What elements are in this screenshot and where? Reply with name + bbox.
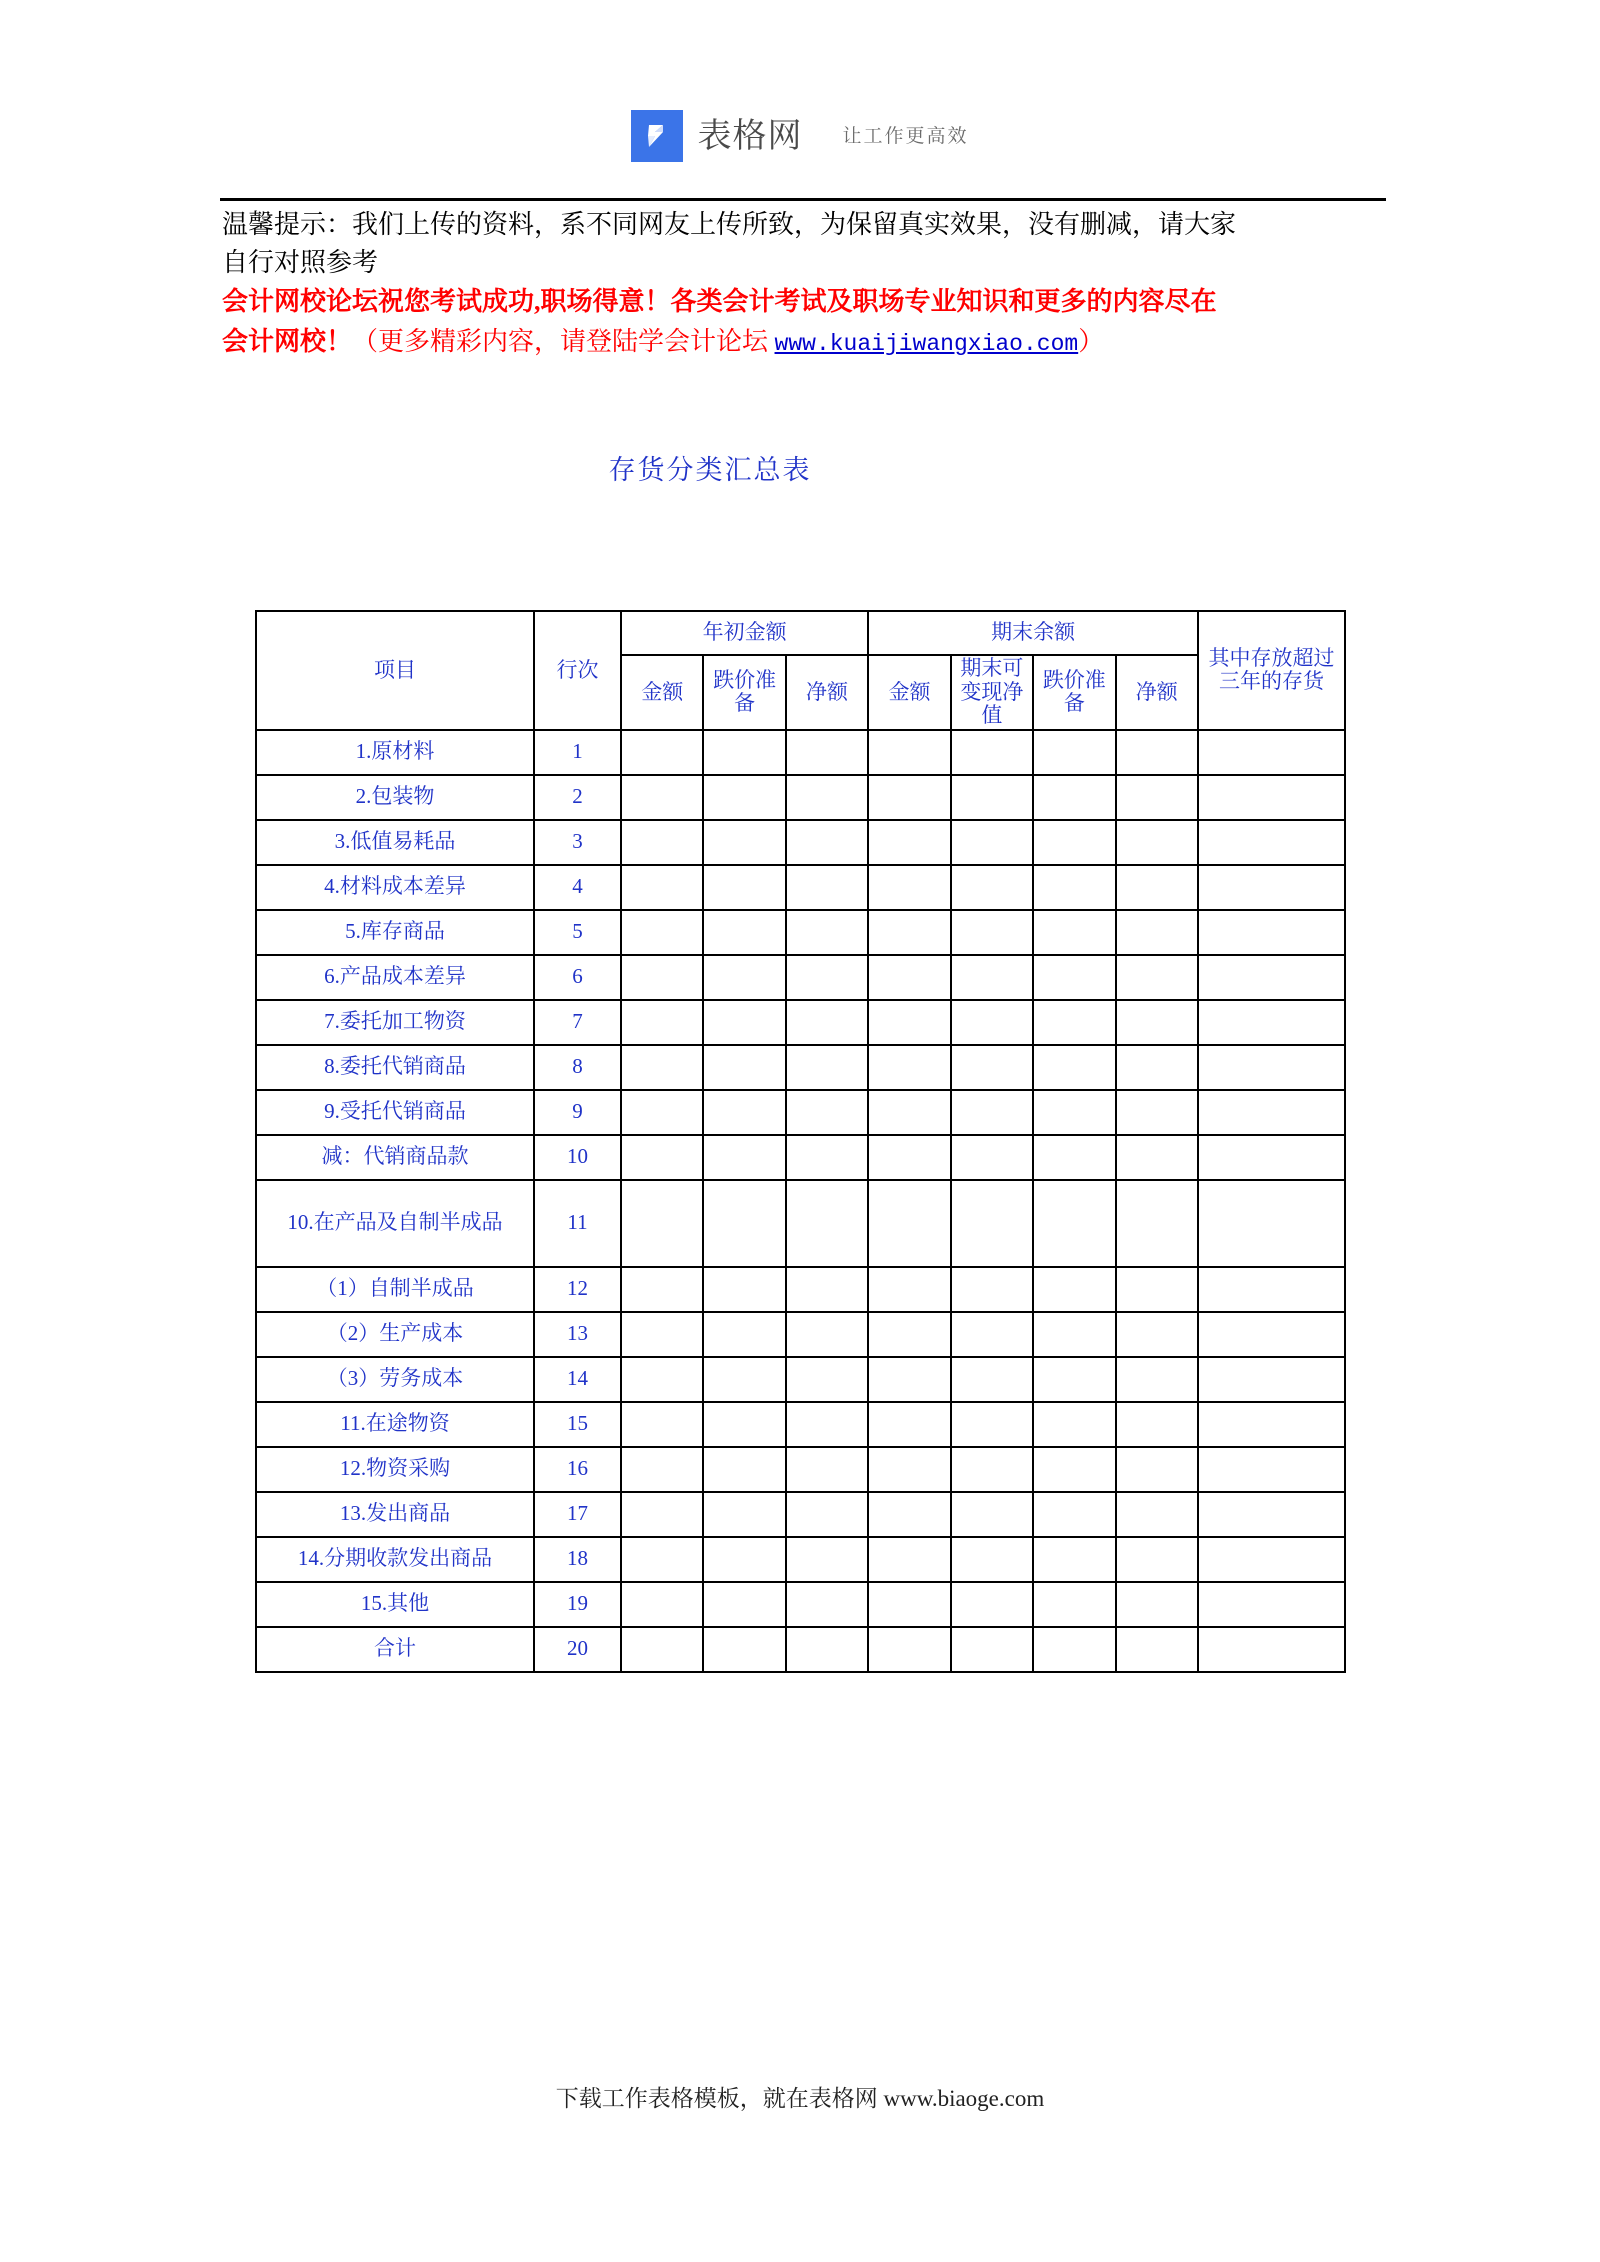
cell-prov-end[interactable]	[1033, 1402, 1115, 1447]
cell-amt-end[interactable]	[868, 1090, 950, 1135]
table-row	[256, 1180, 1345, 1267]
notice-line-2: 自行对照参考	[222, 248, 379, 277]
brand-header	[0, 110, 1600, 162]
cell-amt-end[interactable]	[868, 1402, 950, 1447]
row-item-label: 3.低值易耗品	[256, 820, 534, 865]
cell-prov-begin[interactable]	[703, 865, 785, 910]
cell-prov-end[interactable]	[1033, 1537, 1115, 1582]
cell-over3[interactable]	[1198, 1135, 1345, 1180]
cell-nrv-end[interactable]	[951, 1090, 1033, 1135]
cell-nrv-end[interactable]	[951, 775, 1033, 820]
cell-over3[interactable]	[1198, 730, 1345, 775]
row-item-label: 6.产品成本差异	[256, 955, 534, 1000]
cell-net-begin[interactable]	[786, 1492, 868, 1537]
cell-net-end[interactable]	[1116, 820, 1198, 865]
cell-over3[interactable]	[1198, 1627, 1345, 1672]
table-header	[256, 611, 1345, 730]
row-line-number: 12	[534, 1267, 621, 1312]
cell-prov-begin[interactable]	[703, 1312, 785, 1357]
table-row	[256, 730, 1345, 775]
cell-prov-end[interactable]	[1033, 910, 1115, 955]
cell-nrv-end[interactable]	[951, 1447, 1033, 1492]
header-amount-end: 金额	[868, 655, 950, 730]
cell-prov-end[interactable]	[1033, 1000, 1115, 1045]
row-line-number: 19	[534, 1582, 621, 1627]
cell-prov-begin[interactable]	[703, 1537, 785, 1582]
row-item-label: 7.委托加工物资	[256, 1000, 534, 1045]
cell-prov-begin[interactable]	[703, 775, 785, 820]
row-line-number: 11	[534, 1180, 621, 1267]
row-item-label: 8.委托代销商品	[256, 1045, 534, 1090]
cell-over3[interactable]	[1198, 1180, 1345, 1267]
row-item-label: 5.库存商品	[256, 910, 534, 955]
table-row	[256, 1357, 1345, 1402]
cell-prov-begin[interactable]	[703, 1357, 785, 1402]
row-line-number: 15	[534, 1402, 621, 1447]
cell-prov-end[interactable]	[1033, 865, 1115, 910]
table-row	[256, 1045, 1345, 1090]
table-row	[256, 775, 1345, 820]
cell-amt-begin[interactable]	[621, 775, 703, 820]
cell-net-end[interactable]	[1116, 1000, 1198, 1045]
cell-nrv-end[interactable]	[951, 730, 1033, 775]
row-item-label: 减：代销商品款	[256, 1135, 534, 1180]
cell-nrv-end[interactable]	[951, 865, 1033, 910]
cell-amt-end[interactable]	[868, 775, 950, 820]
cell-prov-begin[interactable]	[703, 1045, 785, 1090]
cell-amt-begin[interactable]	[621, 1045, 703, 1090]
cell-amt-begin[interactable]	[621, 1627, 703, 1672]
header-provision-begin: 跌价准备	[703, 655, 785, 730]
row-item-label: 11.在途物资	[256, 1402, 534, 1447]
notice-line-1: 温馨提示：我们上传的资料，系不同网友上传所致，为保留真实效果，没有删减，请大家	[222, 210, 1237, 239]
cell-prov-end[interactable]	[1033, 1357, 1115, 1402]
cell-net-end[interactable]	[1116, 1582, 1198, 1627]
cell-amt-end[interactable]	[868, 1000, 950, 1045]
promo-prefix: 会计网校！	[222, 327, 353, 356]
table-row	[256, 1627, 1345, 1672]
cell-prov-end[interactable]	[1033, 1090, 1115, 1135]
cell-prov-begin[interactable]	[703, 910, 785, 955]
row-line-number: 7	[534, 1000, 621, 1045]
cell-over3[interactable]	[1198, 1267, 1345, 1312]
cell-prov-end[interactable]	[1033, 1627, 1115, 1672]
cell-amt-end[interactable]	[868, 1135, 950, 1180]
row-line-number: 6	[534, 955, 621, 1000]
cell-net-begin[interactable]	[786, 1000, 868, 1045]
header-group-begin: 年初金额	[621, 611, 868, 655]
cell-prov-begin[interactable]	[703, 955, 785, 1000]
header-provision-end: 跌价准备	[1033, 655, 1115, 730]
row-line-number: 20	[534, 1627, 621, 1672]
cell-net-end[interactable]	[1116, 865, 1198, 910]
cell-net-begin[interactable]	[786, 775, 868, 820]
row-line-number: 10	[534, 1135, 621, 1180]
cell-amt-end[interactable]	[868, 1492, 950, 1537]
page-footer: 下载工作表格模板，就在表格网 www.biaoge.com	[555, 2086, 1045, 2111]
cell-amt-begin[interactable]	[621, 820, 703, 865]
cell-amt-begin[interactable]	[621, 1000, 703, 1045]
cell-over3[interactable]	[1198, 820, 1345, 865]
row-line-number: 1	[534, 730, 621, 775]
cell-net-begin[interactable]	[786, 955, 868, 1000]
cell-over3[interactable]	[1198, 1582, 1345, 1627]
cell-over3[interactable]	[1198, 1447, 1345, 1492]
cell-net-end[interactable]	[1116, 1090, 1198, 1135]
cell-net-begin[interactable]	[786, 1402, 868, 1447]
cell-amt-end[interactable]	[868, 820, 950, 865]
cell-prov-end[interactable]	[1033, 1267, 1115, 1312]
row-line-number: 8	[534, 1045, 621, 1090]
cell-prov-end[interactable]	[1033, 1447, 1115, 1492]
cell-amt-begin[interactable]	[621, 910, 703, 955]
cell-amt-begin[interactable]	[621, 1447, 703, 1492]
cell-prov-begin[interactable]	[703, 1627, 785, 1672]
cell-net-end[interactable]	[1116, 1180, 1198, 1267]
cell-amt-begin[interactable]	[621, 1357, 703, 1402]
cell-amt-begin[interactable]	[621, 1180, 703, 1267]
row-item-label: （3）劳务成本	[256, 1357, 534, 1402]
row-line-number: 5	[534, 910, 621, 955]
cell-net-end[interactable]	[1116, 1045, 1198, 1090]
row-item-label: （2）生产成本	[256, 1312, 534, 1357]
cell-amt-end[interactable]	[868, 1180, 950, 1267]
cell-amt-begin[interactable]	[621, 1135, 703, 1180]
header-net-begin: 净额	[786, 655, 868, 730]
cell-nrv-end[interactable]	[951, 1135, 1033, 1180]
cell-prov-begin[interactable]	[703, 1000, 785, 1045]
cell-nrv-end[interactable]	[951, 1492, 1033, 1537]
row-line-number: 3	[534, 820, 621, 865]
cell-prov-begin[interactable]	[703, 730, 785, 775]
row-item-label: 13.发出商品	[256, 1492, 534, 1537]
cell-amt-end[interactable]	[868, 910, 950, 955]
cell-net-begin[interactable]	[786, 1537, 868, 1582]
brand-tagline: 让工作更高效	[842, 124, 969, 147]
header-item: 项目	[256, 611, 534, 730]
cell-amt-end[interactable]	[868, 1627, 950, 1672]
cell-prov-end[interactable]	[1033, 730, 1115, 775]
cell-over3[interactable]	[1198, 1402, 1345, 1447]
table-row	[256, 1492, 1345, 1537]
cell-nrv-end[interactable]	[951, 1402, 1033, 1447]
row-line-number: 14	[534, 1357, 621, 1402]
header-divider	[220, 198, 1386, 201]
cell-prov-end[interactable]	[1033, 775, 1115, 820]
row-line-number: 2	[534, 775, 621, 820]
row-item-label: 4.材料成本差异	[256, 865, 534, 910]
promo-link[interactable]: www.kuaijiwangxiao.com	[774, 331, 1079, 357]
cell-nrv-end[interactable]	[951, 1537, 1033, 1582]
header-group-end: 期末余额	[868, 611, 1198, 655]
row-item-label: 14.分期收款发出商品	[256, 1537, 534, 1582]
cell-amt-begin[interactable]	[621, 1402, 703, 1447]
cell-amt-begin[interactable]	[621, 865, 703, 910]
cell-net-end[interactable]	[1116, 1267, 1198, 1312]
cell-nrv-end[interactable]	[951, 1357, 1033, 1402]
cell-nrv-end[interactable]	[951, 910, 1033, 955]
cell-nrv-end[interactable]	[951, 955, 1033, 1000]
cell-over3[interactable]	[1198, 1492, 1345, 1537]
header-amount-begin: 金额	[621, 655, 703, 730]
cell-amt-begin[interactable]	[621, 1090, 703, 1135]
cell-net-begin[interactable]	[786, 1312, 868, 1357]
row-item-label: 合计	[256, 1627, 534, 1672]
table-row	[256, 820, 1345, 865]
header-nrv-end: 期末可变现净值	[951, 655, 1033, 730]
cell-nrv-end[interactable]	[951, 1627, 1033, 1672]
cell-prov-begin[interactable]	[703, 1492, 785, 1537]
table-row	[256, 865, 1345, 910]
cell-net-begin[interactable]	[786, 1135, 868, 1180]
cell-prov-end[interactable]	[1033, 1135, 1115, 1180]
page-title	[0, 448, 1600, 487]
cell-nrv-end[interactable]	[951, 1312, 1033, 1357]
cell-over3[interactable]	[1198, 1045, 1345, 1090]
cell-prov-end[interactable]	[1033, 1492, 1115, 1537]
table-row	[256, 910, 1345, 955]
cell-net-end[interactable]	[1116, 1312, 1198, 1357]
row-item-label: 12.物资采购	[256, 1447, 534, 1492]
cell-prov-begin[interactable]	[703, 1135, 785, 1180]
cell-amt-end[interactable]	[868, 865, 950, 910]
cell-prov-begin[interactable]	[703, 1180, 785, 1267]
cell-net-end[interactable]	[1116, 1627, 1198, 1672]
row-item-label: 10.在产品及自制半成品	[256, 1180, 534, 1267]
row-item-label: （1）自制半成品	[256, 1267, 534, 1312]
cell-net-begin[interactable]	[786, 865, 868, 910]
page-title-text: 存货分类汇总表	[608, 455, 812, 485]
cell-net-begin[interactable]	[786, 1447, 868, 1492]
notice-block	[222, 206, 1392, 364]
row-line-number: 9	[534, 1090, 621, 1135]
cell-amt-end[interactable]	[868, 1537, 950, 1582]
table-row	[256, 1312, 1345, 1357]
cell-nrv-end[interactable]	[951, 1180, 1033, 1267]
cell-net-end[interactable]	[1116, 955, 1198, 1000]
table-body	[256, 730, 1345, 1672]
cell-net-begin[interactable]	[786, 1582, 868, 1627]
cell-amt-end[interactable]	[868, 1357, 950, 1402]
biaoge-logo-icon	[631, 110, 683, 162]
table-row	[256, 955, 1345, 1000]
cell-nrv-end[interactable]	[951, 1000, 1033, 1045]
row-line-number: 4	[534, 865, 621, 910]
cell-net-end[interactable]	[1116, 1135, 1198, 1180]
row-line-number: 18	[534, 1537, 621, 1582]
table-row	[256, 1582, 1345, 1627]
cell-over3[interactable]	[1198, 955, 1345, 1000]
cell-amt-begin[interactable]	[621, 1537, 703, 1582]
cell-amt-begin[interactable]	[621, 1312, 703, 1357]
cell-over3[interactable]	[1198, 1000, 1345, 1045]
row-item-label: 15.其他	[256, 1582, 534, 1627]
cell-over3[interactable]	[1198, 1090, 1345, 1135]
table-row	[256, 1267, 1345, 1312]
promo-line-2	[222, 322, 1392, 364]
row-line-number: 13	[534, 1312, 621, 1357]
cell-net-end[interactable]	[1116, 1447, 1198, 1492]
table-row	[256, 1402, 1345, 1447]
header-line-no: 行次	[534, 611, 621, 730]
cell-prov-end[interactable]	[1033, 1180, 1115, 1267]
cell-prov-end[interactable]	[1033, 955, 1115, 1000]
cell-net-end[interactable]	[1116, 1492, 1198, 1537]
cell-nrv-end[interactable]	[951, 1582, 1033, 1627]
cell-prov-begin[interactable]	[703, 820, 785, 865]
cell-nrv-end[interactable]	[951, 1045, 1033, 1090]
cell-over3[interactable]	[1198, 1357, 1345, 1402]
promo-line-1: 会计网校论坛祝您考试成功,职场得意！各类会计考试及职场专业知识和更多的内容尽在	[222, 287, 1217, 316]
cell-amt-begin[interactable]	[621, 1582, 703, 1627]
header-net-end: 净额	[1116, 655, 1198, 730]
cell-amt-begin[interactable]	[621, 955, 703, 1000]
cell-amt-end[interactable]	[868, 955, 950, 1000]
row-line-number: 17	[534, 1492, 621, 1537]
cell-net-begin[interactable]	[786, 1045, 868, 1090]
cell-net-end[interactable]	[1116, 775, 1198, 820]
cell-net-begin[interactable]	[786, 730, 868, 775]
row-item-label: 9.受托代销商品	[256, 1090, 534, 1135]
table-row	[256, 1537, 1345, 1582]
cell-amt-end[interactable]	[868, 1045, 950, 1090]
cell-net-end[interactable]	[1116, 730, 1198, 775]
cell-prov-begin[interactable]	[703, 1090, 785, 1135]
cell-net-end[interactable]	[1116, 1402, 1198, 1447]
cell-prov-end[interactable]	[1033, 820, 1115, 865]
table-header-group-row	[256, 611, 1345, 655]
cell-amt-end[interactable]	[868, 1312, 950, 1357]
cell-prov-begin[interactable]	[703, 1402, 785, 1447]
cell-over3[interactable]	[1198, 910, 1345, 955]
promo-paren-open: （更多精彩内容，请登陆学会计论坛	[352, 327, 775, 356]
cell-amt-begin[interactable]	[621, 1492, 703, 1537]
cell-amt-end[interactable]	[868, 1582, 950, 1627]
table-row	[256, 1135, 1345, 1180]
cell-over3[interactable]	[1198, 865, 1345, 910]
cell-over3[interactable]	[1198, 1537, 1345, 1582]
cell-prov-end[interactable]	[1033, 1312, 1115, 1357]
cell-net-begin[interactable]	[786, 910, 868, 955]
cell-prov-end[interactable]	[1033, 1045, 1115, 1090]
cell-prov-end[interactable]	[1033, 1582, 1115, 1627]
row-line-number: 16	[534, 1447, 621, 1492]
cell-net-end[interactable]	[1116, 1537, 1198, 1582]
promo-paren-close: ）	[1078, 327, 1105, 356]
table-row	[256, 1000, 1345, 1045]
cell-over3[interactable]	[1198, 1312, 1345, 1357]
row-item-label: 1.原材料	[256, 730, 534, 775]
cell-prov-begin[interactable]	[703, 1267, 785, 1312]
cell-prov-begin[interactable]	[703, 1582, 785, 1627]
cell-amt-end[interactable]	[868, 1447, 950, 1492]
cell-amt-begin[interactable]	[621, 730, 703, 775]
inventory-summary-table	[255, 610, 1346, 1673]
table-row	[256, 1090, 1345, 1135]
header-group-over3: 其中存放超过三年的存货	[1198, 611, 1345, 730]
cell-net-begin[interactable]	[786, 1267, 868, 1312]
table-row	[256, 1447, 1345, 1492]
cell-nrv-end[interactable]	[951, 820, 1033, 865]
cell-nrv-end[interactable]	[951, 1267, 1033, 1312]
cell-over3[interactable]	[1198, 775, 1345, 820]
cell-net-begin[interactable]	[786, 820, 868, 865]
cell-prov-begin[interactable]	[703, 1447, 785, 1492]
cell-net-end[interactable]	[1116, 1357, 1198, 1402]
brand-name: 表格网	[697, 116, 803, 156]
cell-net-begin[interactable]	[786, 1627, 868, 1672]
cell-net-begin[interactable]	[786, 1357, 868, 1402]
row-item-label: 2.包装物	[256, 775, 534, 820]
cell-amt-end[interactable]	[868, 730, 950, 775]
cell-amt-begin[interactable]	[621, 1267, 703, 1312]
cell-net-begin[interactable]	[786, 1090, 868, 1135]
cell-net-begin[interactable]	[786, 1180, 868, 1267]
cell-amt-end[interactable]	[868, 1267, 950, 1312]
cell-net-end[interactable]	[1116, 910, 1198, 955]
